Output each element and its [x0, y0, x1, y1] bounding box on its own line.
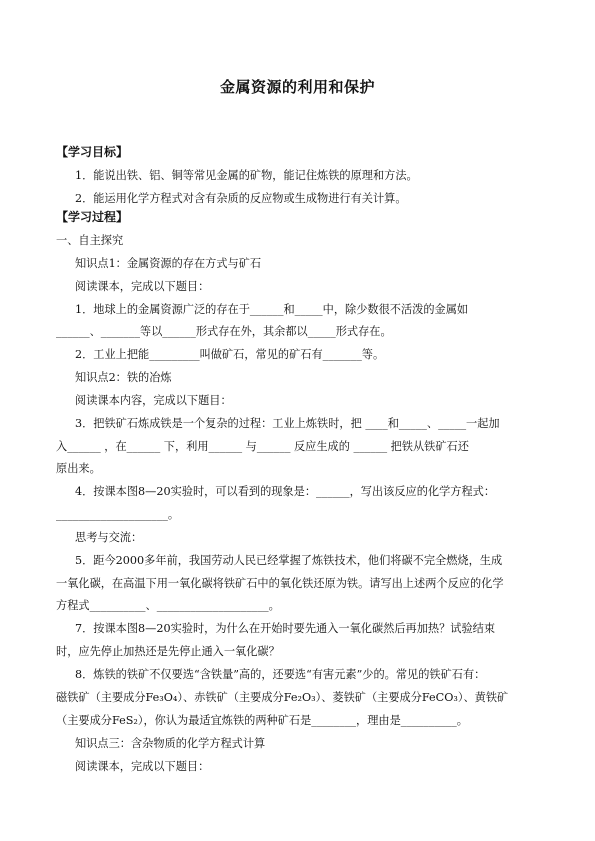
question-4-line-2: ____________________。: [56, 508, 180, 521]
knowledge-point-1: 知识点1：金属资源的存在方式与矿石: [75, 257, 262, 270]
question-8-line-1: 8．炼铁的铁矿不仅要选“含铁量”高的，还要选“有害元素”少的。常见的铁矿石有：: [75, 668, 486, 681]
question-4-line-1: 4．按课本图8—20实验时，可以看到的现象是：______，写出该反应的化学方程式：: [75, 485, 496, 498]
goal-item-2: 2．能运用化学方程式对含有杂质的反应物或生成物进行有关计算。: [75, 192, 407, 205]
question-7-line-1: 7．按课本图8—20实验时，为什么在开始时要先通入一氧化碳然后再加热？试验结束: [75, 622, 496, 635]
knowledge-point-2: 知识点2：铁的冶炼: [75, 371, 172, 384]
question-2: 2．工业上把能_________叫做矿石，常见的矿石有_______等。: [75, 348, 385, 361]
question-5-line-2: 一氧化碳，在高温下用一氧化碳将铁矿石中的氧化铁还原为铁。请写出上述两个反应的化学: [56, 577, 504, 590]
question-7-line-2: 时，应先停止加热还是先停止通入一氧化碳？: [56, 645, 280, 658]
goal-item-1: 1．能说出铁、铝、铜等常见金属的矿物，能记住炼铁的原理和方法。: [75, 169, 418, 182]
instruction-line: 阅读课本内容，完成以下题目：: [75, 394, 232, 407]
page-title: 金属资源的利用和保护: [219, 78, 375, 96]
section-heading-goals: 【学习目标】: [56, 145, 129, 159]
subsection-heading: 一、自主探究: [56, 234, 124, 247]
question-8-line-3: （主要成分FeS₂），你认为最适宜炼铁的两种矿石是________，理由是__________。: [56, 714, 468, 727]
question-8-line-2: 磁铁矿（主要成分Fe₃O₄）、赤铁矿（主要成分Fe₂O₃）、菱铁矿（主要成分FeCO₃）、黄铁矿: [56, 691, 509, 704]
question-5-line-1: 5．距今2000多年前，我国劳动人民已经掌握了炼铁技术，他们将碳不完全燃烧，生成: [75, 554, 503, 567]
question-1-line-1: 1．地球上的金属资源广泛的存在于______和_____中，除少数很不活泼的金属如: [75, 303, 469, 316]
section-heading-process: 【学习过程】: [56, 210, 129, 224]
question-5-line-3: 方程式__________、____________________。: [56, 599, 280, 612]
instruction-line: 阅读课本，完成以下题目：: [75, 280, 210, 293]
instruction-line: 阅读课本，完成以下题目：: [75, 760, 210, 773]
knowledge-point-3: 知识点三：含杂物质的化学方程式计算: [75, 737, 266, 750]
question-3-line-2: 入______ ，在______ 下，利用______ 与______ 反应生成的 ______ 把铁从铁矿石还: [56, 440, 469, 453]
think-and-discuss: 思考与交流：: [75, 531, 143, 544]
question-1-line-2: ______、_______等以______形式存在外，其余都以_____形式存在。: [56, 325, 392, 338]
question-3-line-1: 3．把铁矿石炼成铁是一个复杂的过程：工业上炼铁时，把 ____和_____、_____一起加: [75, 417, 500, 430]
question-3-line-3: 原出来。: [56, 462, 101, 475]
